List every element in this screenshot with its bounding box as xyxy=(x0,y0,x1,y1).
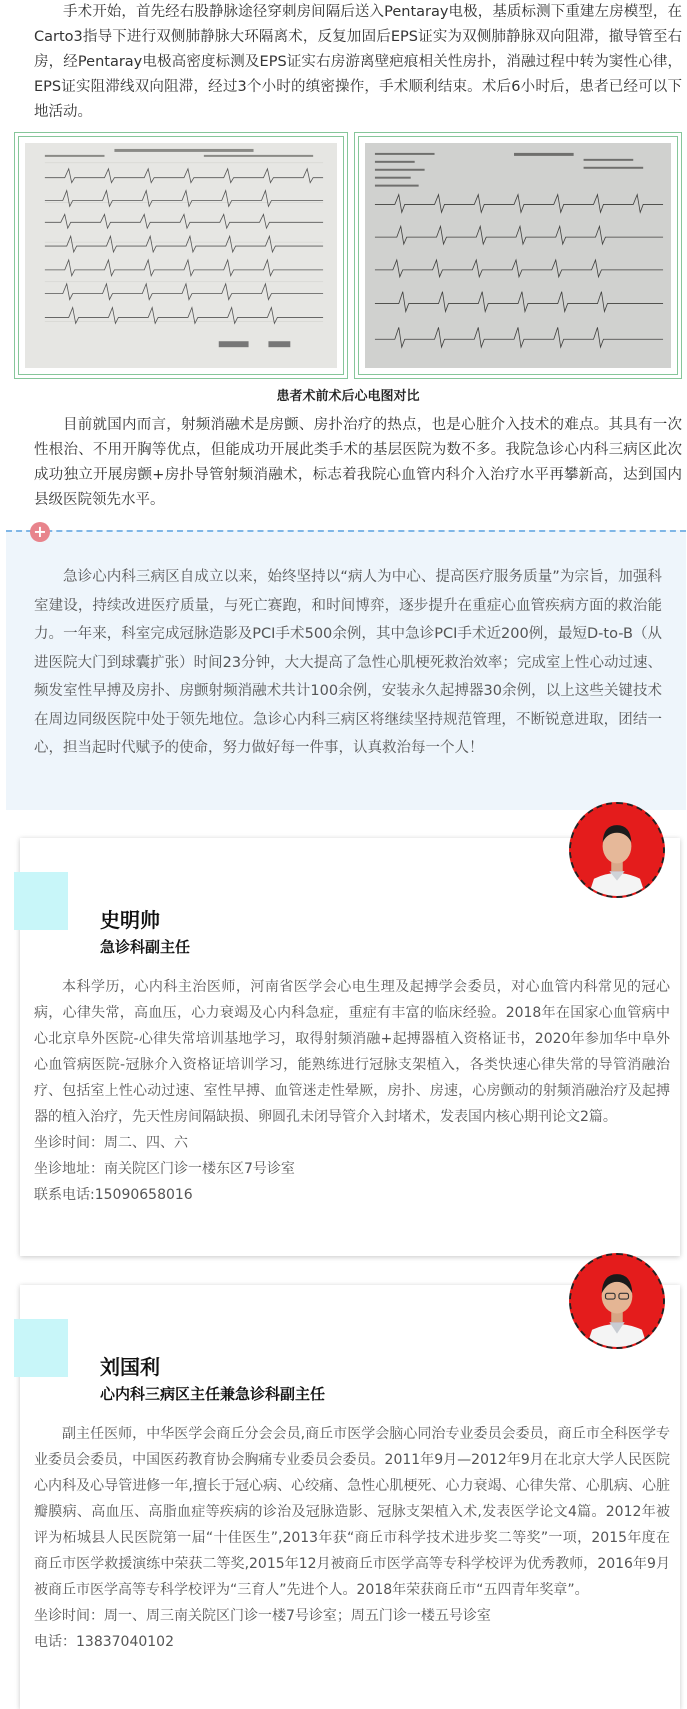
ecg-image-before xyxy=(14,132,348,379)
doctor-portrait-icon xyxy=(571,1255,663,1347)
intro-paragraph: 手术开始，首先经右股静脉途径穿刺房间隔后送入Pentaray电极，基质标测下重建左房模型，在Carto3指导下进行双侧肺静脉大环隔离术，反复加固后EPS证实为双侧肺静脉双向阻滞，撤导管至右房，经Pentaray电极高密度标测及EPS证实右房游离壁疤痕相关性房扑，消融过程中转为窦性心律，EPS证实阻滞线双向阻滞，经过3个小时的缜密操作，手术顺利结束。术后6小时后，患者已经可以下地活动。 xyxy=(34,4,682,120)
doctor-info xyxy=(34,974,670,1208)
doctor-phone: 电话：13837040102 xyxy=(34,1634,174,1650)
plus-icon: + xyxy=(30,522,50,542)
doctor-name: 刘国利 xyxy=(100,1355,160,1379)
doctor-address: 坐诊地址：南关院区门诊一楼东区7号诊室 xyxy=(34,1161,295,1177)
doctor-phone: 联系电话:15090658016 xyxy=(34,1187,193,1203)
doctor-name: 史明帅 xyxy=(100,908,160,932)
doctor-bio: 本科学历，心内科主治医师，河南省医学会心电生理及起搏学会委员，对心血管内科常见的冠心病，心律失常，高血压，心力衰竭及心内科急症，重症有丰富的临床经验。2018年在国家心血管病中心北京阜外医院-心律失常培训基地学习，取得射频消融+起搏器植入资格证书，2020年参加华中阜外心血管病医院-冠脉介入资格证培训学习，能熟练进行冠脉支架植入，各类快速心律失常的导管消融治疗、包括室上性心动过速、室性早搏、血管迷走性晕厥，房扑、房速，心房颤动的射频消融治疗及起搏器的植入治疗，先天性房间隔缺损、卵圆孔未闭导管介入封堵术，发表国内核心期刊论文2篇。 xyxy=(34,979,670,1125)
ecg-sheet-after xyxy=(365,143,671,368)
doctor-schedule: 坐诊时间：周二、四、六 xyxy=(34,1135,188,1151)
ecg-sheet-before xyxy=(25,143,337,368)
doctor-card xyxy=(20,1285,680,1709)
doctor-title: 心内科三病区主任兼急诊科副主任 xyxy=(100,1385,326,1403)
card-accent-block xyxy=(14,872,68,930)
ecg-trace-icon xyxy=(25,143,337,368)
doctor-portrait-icon xyxy=(571,804,663,896)
card-accent-block xyxy=(14,1319,68,1377)
ecg-trace-icon xyxy=(365,143,671,368)
ecg-image-after xyxy=(354,132,682,379)
doctor-info xyxy=(34,1421,670,1655)
doctor-card xyxy=(20,838,680,1256)
summary-paragraph: 目前就国内而言，射频消融术是房颤、房扑治疗的热点，也是心脏介入技术的难点。其具有一次性根治、不用开胸等优点，但能成功开展此类手术的基层医院为数不多。我院急诊心内科三病区此次成功独立开展房颤+房扑导管射频消融术，标志着我院心血管内科介入治疗水平再攀新高，达到国内县级医院领先水平。 xyxy=(34,417,682,508)
avatar xyxy=(569,1253,665,1349)
doctor-bio: 副主任医师，中华医学会商丘分会会员,商丘市医学会脑心同治专业委员会委员，商丘市全科医学专业委员会委员，中国医药教育协会胸痛专业委员会委员。2011年9月—2012年9月在北京大学人民医院心内科及心导管进修一年,擅长于冠心病、心绞痛、急性心肌梗死、心力衰竭、心律失常、心肌病、心脏瓣膜病、高血压、高脂血症等疾病的诊治及冠脉造影、冠脉支架植入术,发表医学论文4篇。2012年被评为柘城县人民医院第一届“十佳医生”,2013年获“商丘市科学技术进步奖二等奖”一项，2015年度在商丘市医学救援演练中荣获二等奖,2015年12月被商丘市医学高等专科学校评为优秀教师，2016年9月被商丘市医学高等专科学校评为“三育人”先进个人。2018年荣获商丘市“五四青年奖章”。 xyxy=(34,1426,670,1598)
doctor-schedule: 坐诊时间：周一、周三南关院区门诊一楼7号诊室；周五门诊一楼五号诊室 xyxy=(34,1608,491,1624)
doctor-title: 急诊科副主任 xyxy=(100,938,191,956)
department-intro-text: 急诊心内科三病区自成立以来，始终坚持以“病人为中心、提高医疗服务质量”为宗旨，加强科室建设，持续改进医疗质量，与死亡赛跑，和时间博弈，逐步提升在重症心血管疾病方面的救治能力。一年来，科室完成冠脉造影及PCI手术500余例，其中急诊PCI手术近200例，最短D-to-B（从进医院大门到球囊扩张）时间23分钟，大大提高了急性心肌梗死救治效率；完成室上性心动过速、频发室性早搏及房扑、房颤射频消融术共计100余例，安装永久起搏器30余例，以上这些关键技术在周边同级医院中处于领先地位。急诊心内科三病区将继续坚持规范管理，不断锐意进取，团结一心，担当起时代赋予的使命，努力做好每一件事，认真救治每一个人！ xyxy=(34,569,662,756)
image-caption: 患者术前术后心电图对比 xyxy=(276,389,420,404)
avatar xyxy=(569,802,665,898)
